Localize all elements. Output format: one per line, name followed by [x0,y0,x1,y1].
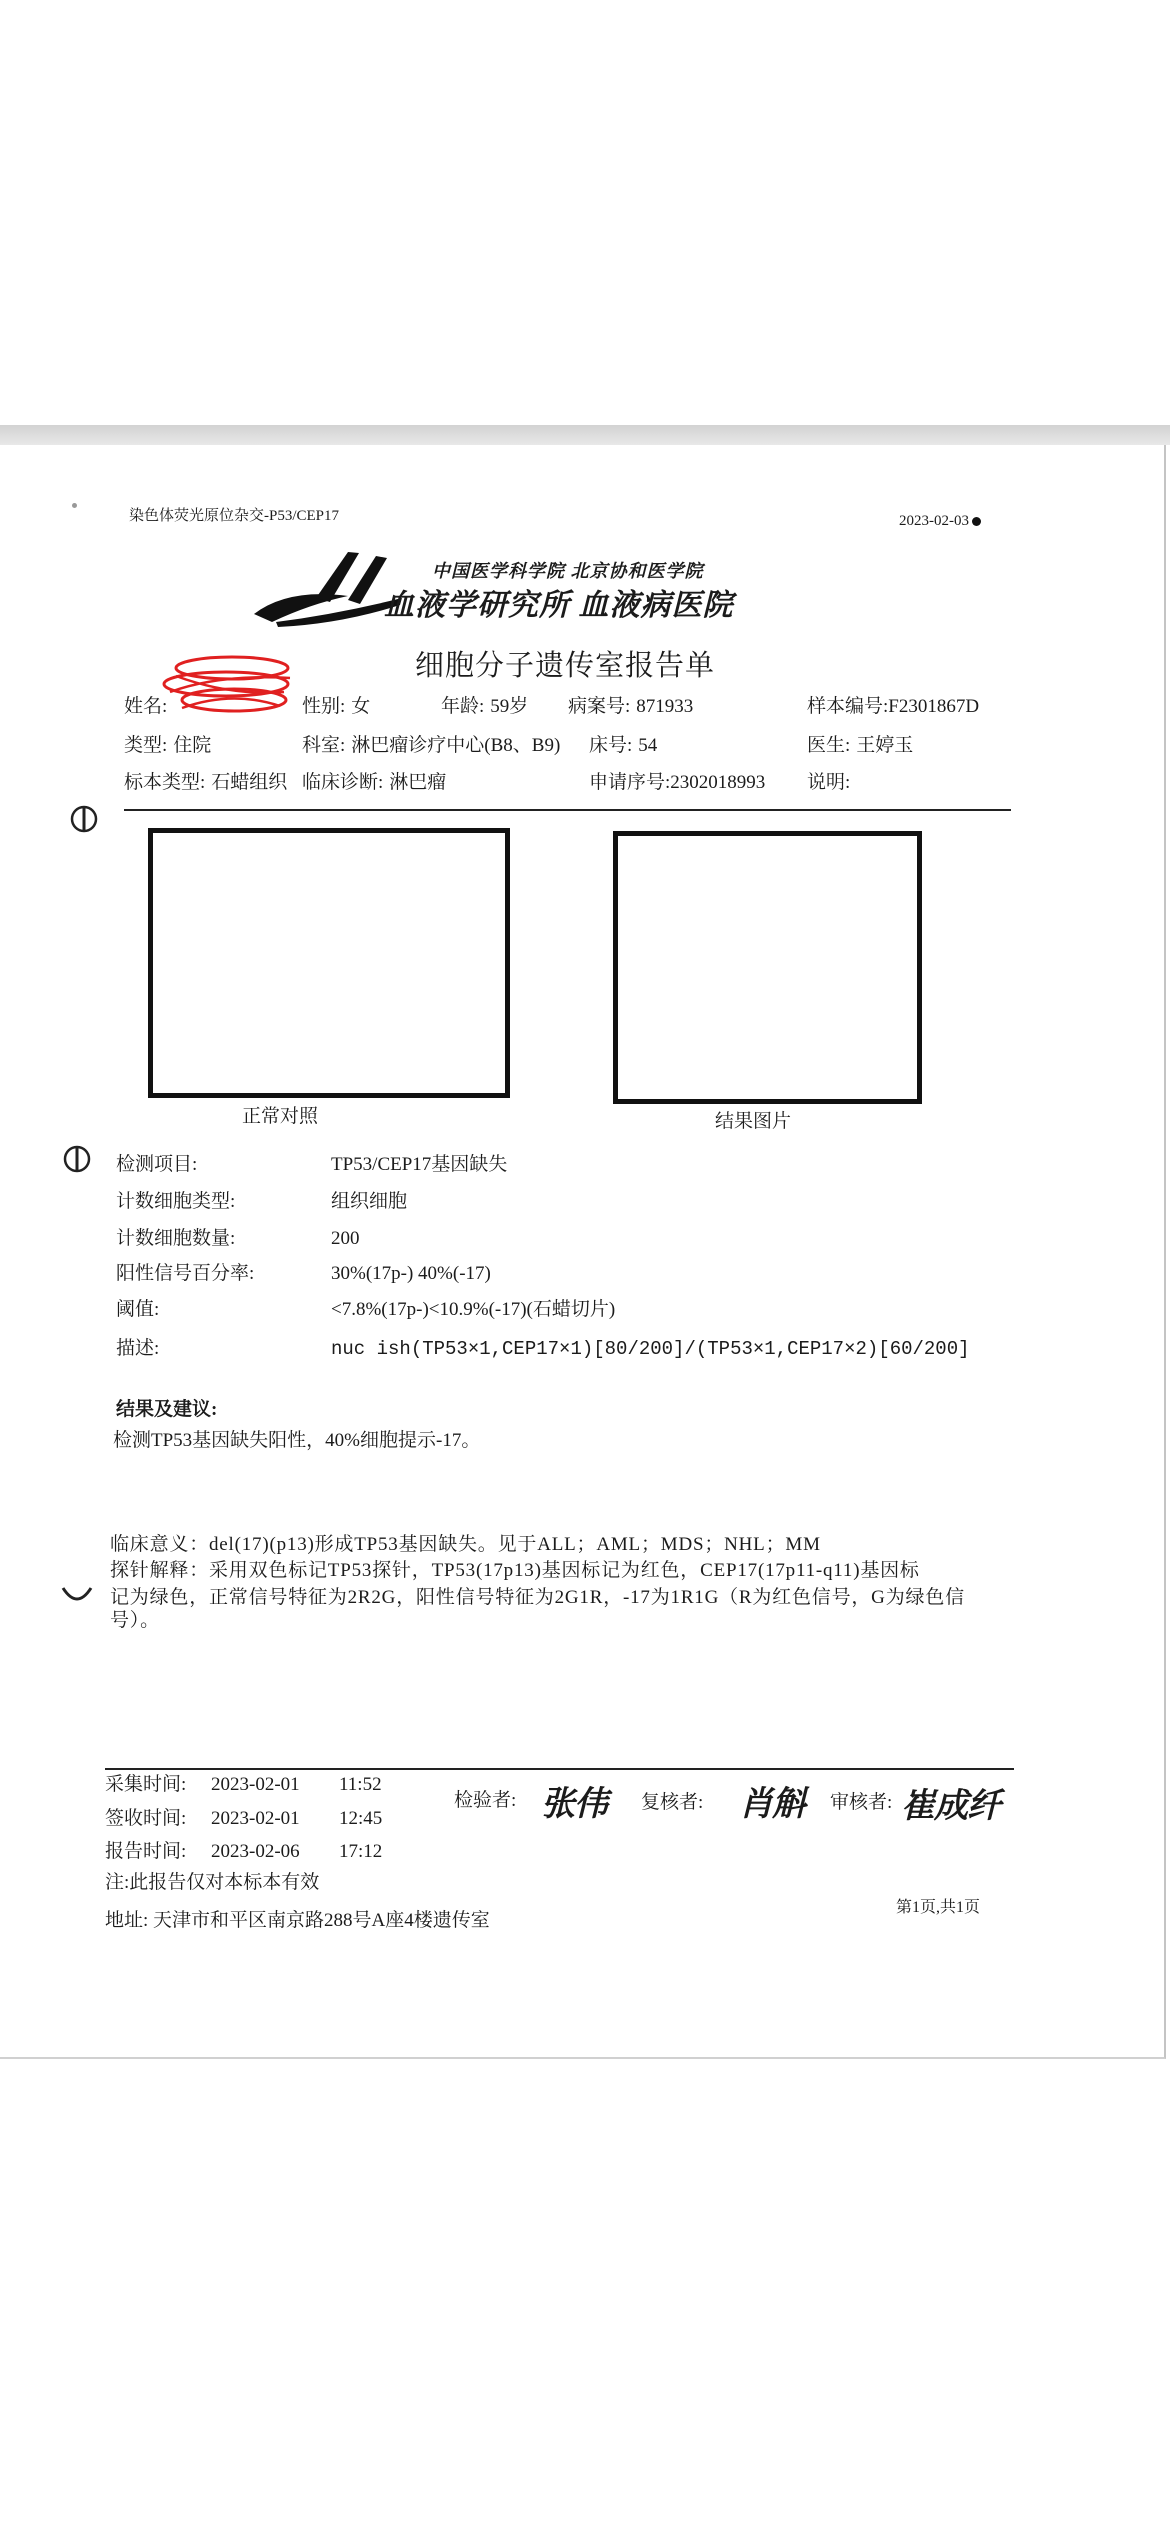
time-date: 2023-02-01 [211,1774,300,1795]
doctor-value: 王婷玉 [856,735,914,756]
logo-line-2: 血液学研究所 血液病医院 [384,589,734,622]
doctor-label: 医生: [807,735,851,756]
lab-address: 地址: 天津市和平区南京路288号A座4楼遗传室 [105,1910,490,1931]
time-label: 签收时间: [105,1808,187,1829]
viewer-top-band [0,425,1170,445]
print-date: 2023-02-03 [899,513,969,529]
specimen-field [124,772,287,794]
tester-label: 检验者: [454,1790,517,1811]
sex-field [302,696,370,718]
bed-label: 床号: [589,735,633,756]
dept-value: 淋巴瘤诊疗中心(B8、B9) [351,735,561,756]
redaction-scribble [160,648,300,726]
sex-value: 女 [351,696,371,717]
case-no-field [568,696,693,718]
result-text: 检测TP53基因缺失阳性，40%细胞提示-17。 [113,1430,481,1451]
reviewer-label: 复核者: [641,1792,704,1813]
tester-signature: 张伟 [541,1784,607,1824]
date-dot-mark [972,517,981,526]
request-value: 2302018993 [670,772,766,793]
auditor-label: 审核者: [830,1792,893,1813]
detail-label: 阳性信号百分率: [116,1263,255,1284]
detail-label: 计数细胞数量: [116,1228,236,1249]
hospital-logo-icon [250,548,405,628]
validity-note: 注:此报告仅对本标本有效 [105,1872,320,1893]
type-label: 类型: [124,735,168,756]
sample-no-label: 样本编号: [807,696,889,717]
detail-value: 200 [331,1228,360,1249]
remark-label: 说明: [807,772,851,793]
time-date: 2023-02-01 [211,1808,300,1829]
auditor-signature: 崔成纤 [901,1786,1000,1826]
specimen-value: 石蜡组织 [211,772,288,793]
result-image-box [613,831,922,1104]
footer-divider [105,1768,1014,1770]
binder-hole-icon [61,1143,93,1175]
control-image-caption: 正常对照 [242,1106,319,1127]
sample-no-value: F2301867D [888,696,980,717]
request-field [589,772,765,794]
clinical-line: 探针解释：采用双色标记TP53探针，TP53(17p13)基因标记为红色，CEP17(17p11-q11)基因标 [110,1560,920,1581]
dept-field [302,735,560,757]
report-title: 细胞分子遗传室报告单 [414,650,715,682]
detail-label: 计数细胞类型: [116,1191,236,1212]
detail-label: 检测项目: [116,1154,198,1175]
bed-value: 54 [638,735,658,756]
print-date-wrap [899,510,981,532]
type-value: 住院 [173,735,212,756]
diagnosis-label: 临床诊断: [302,772,384,793]
time-date: 2023-02-06 [211,1841,300,1862]
detail-value: 组织细胞 [331,1191,408,1212]
dept-label: 科室: [302,735,346,756]
type-field [124,735,211,757]
sample-no-field [807,696,979,718]
time-clock: 12:45 [339,1808,383,1829]
sex-label: 性别: [302,696,346,717]
binder-hole-crescent-icon [60,1580,94,1610]
header-divider [124,809,1011,811]
scan-speck [72,503,77,508]
result-image-caption: 结果图片 [715,1111,792,1132]
time-clock: 17:12 [339,1841,383,1862]
case-no-label: 病案号: [568,696,631,717]
diagnosis-value: 淋巴瘤 [389,772,447,793]
case-no-value: 871933 [636,696,694,717]
detail-label: 阈值: [116,1299,160,1320]
detail-value: <7.8%(17p-)<10.9%(-17)(石蜡切片) [331,1299,616,1320]
age-field [441,696,528,718]
binder-hole-icon [68,803,100,835]
detail-value: 30%(17p-) 40%(-17) [331,1263,491,1284]
result-label: 结果及建议: [116,1399,218,1420]
reviewer-signature: 肖斛 [739,1784,805,1824]
specimen-label: 标本类型: [124,772,206,793]
clinical-line: 记为绿色，正常信号特征为2R2G，阳性信号特征为2G1R，-17为1R1G（R为红色信号，G为绿色信 [110,1587,965,1608]
time-label: 报告时间: [105,1841,187,1862]
age-label: 年龄: [441,696,485,717]
clinical-line: 号）。 [110,1610,160,1631]
name-label: 姓名: [124,696,168,717]
detail-value: TP53/CEP17基因缺失 [331,1154,508,1175]
diagnosis-field [302,772,446,794]
detail-label: 描述: [116,1338,160,1359]
request-label: 申请序号: [589,772,671,793]
clinical-line: 临床意义：del(17)(p13)形成TP53基因缺失。见于ALL；AML；MDS；NHL；MM [110,1534,821,1555]
logo-line-1: 中国医学科学院 北京协和医学院 [432,561,704,581]
doctor-field [807,735,913,757]
age-value: 59岁 [490,696,529,717]
detail-value-description: nuc ish(TP53×1,CEP17×1)[80/200]/(TP53×1,CEP17×2)[60/200] [331,1338,970,1360]
time-label: 采集时间: [105,1774,187,1795]
test-name-header: 染色体荧光原位杂交-P53/CEP17 [129,508,340,524]
control-image-box [148,828,510,1098]
bed-field [589,735,657,757]
time-clock: 11:52 [339,1774,382,1795]
page-number: 第1页,共1页 [896,1899,981,1916]
